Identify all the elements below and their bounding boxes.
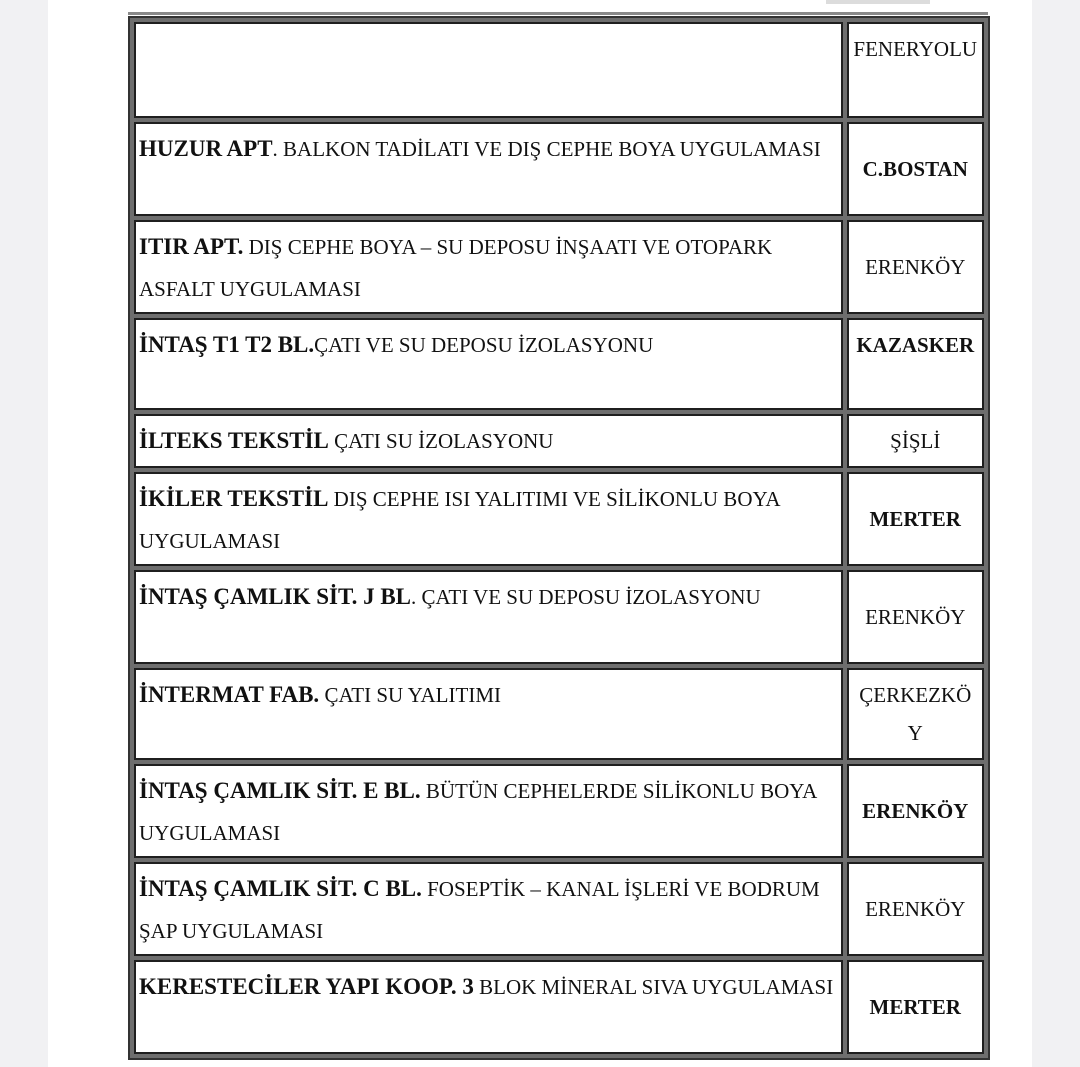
table-row (134, 22, 984, 118)
location-text: MERTER (869, 507, 961, 531)
project-description: . BALKON TADİLATI VE DIŞ CEPHE BOYA UYGULAMASI (272, 137, 821, 161)
project-description: DIŞ CEPHE BOYA – SU DEPOSU İNŞAATI VE OTOPARK ASFALT UYGULAMASI (139, 235, 773, 301)
location-cell (847, 570, 985, 664)
project-description: DIŞ CEPHE ISI YALITIMI VE SİLİKONLU BOYA UYGULAMASI (139, 487, 780, 553)
top-divider-small (826, 0, 930, 4)
project-name: İKİLER TEKSTİL (139, 486, 329, 511)
project-cell (134, 414, 843, 468)
location-cell (847, 764, 985, 858)
project-cell (134, 668, 843, 760)
projects-table (128, 16, 990, 1060)
project-description: ÇATI SU İZOLASYONU (328, 429, 554, 453)
location-cell (847, 960, 985, 1054)
table-row (134, 570, 984, 664)
project-cell (134, 220, 843, 314)
project-description: ÇATI VE SU DEPOSU İZOLASYONU (314, 333, 654, 357)
project-name: İNTERMAT FAB. (139, 682, 320, 707)
project-description: FOSEPTİK – KANAL İŞLERİ VE BODRUM ŞAP UYGULAMASI (139, 877, 820, 943)
location-text: MERTER (869, 995, 961, 1019)
table-row (134, 764, 984, 858)
table-row (134, 318, 984, 410)
table-row (134, 472, 984, 566)
location-cell (847, 122, 985, 216)
project-cell (134, 318, 843, 410)
location-text: ERENKÖY (865, 897, 966, 921)
project-name: İNTAŞ T1 T2 BL. (139, 332, 315, 357)
table-row (134, 414, 984, 468)
location-text: ÇERKEZKÖY (859, 683, 972, 745)
project-name: İNTAŞ ÇAMLIK SİT. C BL. (139, 876, 422, 901)
location-text: FENERYOLU (853, 37, 978, 61)
project-cell (134, 570, 843, 664)
location-text: KAZASKER (856, 333, 975, 357)
project-cell (134, 862, 843, 956)
location-cell (847, 220, 985, 314)
table-row (134, 960, 984, 1054)
project-name: İLTEKS TEKSTİL (139, 428, 329, 453)
project-description: BLOK MİNERAL SIVA UYGULAMASI (473, 975, 834, 999)
project-cell (134, 764, 843, 858)
project-name: HUZUR APT (139, 136, 273, 161)
table-row (134, 862, 984, 956)
location-text: ŞİŞLİ (890, 429, 941, 453)
top-divider (128, 12, 988, 15)
location-cell (847, 472, 985, 566)
project-description: BÜTÜN CEPHELERDE SİLİKONLU BOYA UYGULAMASI (139, 779, 817, 845)
table-row (134, 122, 984, 216)
project-cell (134, 122, 843, 216)
project-cell (134, 960, 843, 1054)
project-description: ÇATI SU YALITIMI (319, 683, 501, 707)
location-cell (847, 668, 985, 760)
location-text: ERENKÖY (862, 799, 969, 823)
project-cell (134, 22, 843, 118)
location-cell (847, 22, 985, 118)
location-cell (847, 318, 985, 410)
table-row (134, 668, 984, 760)
project-name: İNTAŞ ÇAMLIK SİT. E BL. (139, 778, 421, 803)
location-cell (847, 862, 985, 956)
project-cell (134, 472, 843, 566)
project-name: KERESTECİLER YAPI KOOP. 3 (139, 974, 474, 999)
location-text: ERENKÖY (865, 255, 966, 279)
table-row (134, 220, 984, 314)
location-text: C.BOSTAN (862, 157, 968, 181)
project-name: İNTAŞ ÇAMLIK SİT. J BL (139, 584, 412, 609)
location-cell (847, 414, 985, 468)
location-text: ERENKÖY (865, 605, 966, 629)
project-name: ITIR APT. (139, 234, 244, 259)
project-description: . ÇATI VE SU DEPOSU İZOLASYONU (411, 585, 761, 609)
